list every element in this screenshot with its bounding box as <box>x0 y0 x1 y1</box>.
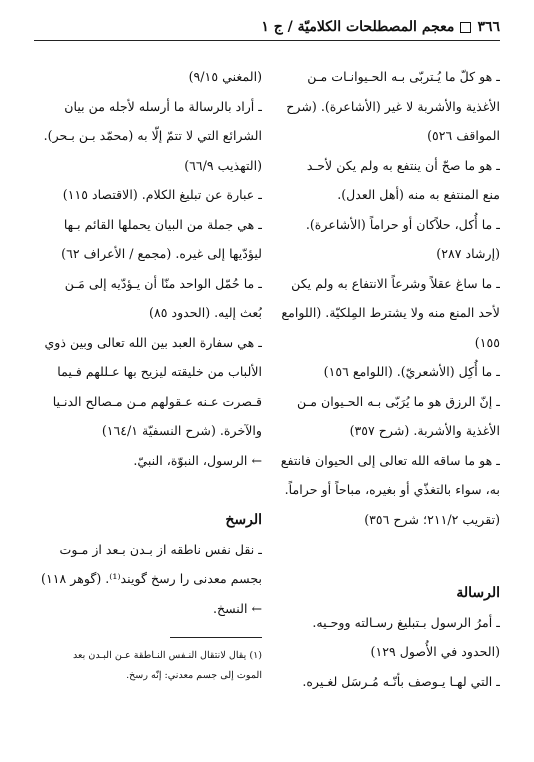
spacer <box>272 564 500 578</box>
footnote <box>34 646 262 686</box>
text-line: الأغذية والأشربة لا غير (الأشاعرة). (شرح <box>286 98 500 114</box>
text-line: والآخرة. (شرح النسفيّة ١٦٤/١) <box>101 423 262 438</box>
text-line: ـ ما أُكل، حلاًكان أو حراماً (الأشاعرة). <box>305 216 500 232</box>
text-line: ـ ما حُمّل الواحد منّا أن يـؤدّيه إلى مَـن <box>64 275 262 291</box>
left-column <box>34 62 262 686</box>
text-line: به، سواء بالتغذّي أو بغيره، مباحاً أو حراماً. <box>284 482 500 497</box>
text-line: الشرائع التي لا تتمّ إلّا به (محمّد بـن بـحر). <box>43 128 262 143</box>
text-line: (التهذيب ٦٦/٩) <box>184 157 262 173</box>
text-line: ـ التي لهـا يـوصف بأنّـه مُـرسَل لغـيره. <box>302 673 500 689</box>
text-line: ليؤدّيها إلى غيره. (مجمع / الأعراف ٦٢) <box>61 246 262 261</box>
text-line: الأغذية والأشربة. (شرح ٣٥٧) <box>349 423 500 438</box>
text-line: ـ هي سفارة العبد بين الله تعالى وبين ذوي <box>44 334 262 350</box>
text-line: منع المنتفع به منه (أهل العدل). <box>337 187 500 202</box>
footnote-divider <box>170 637 262 638</box>
text-line: لأحد المنع منه ولا يشترط المِلكيّة. (اللوامع <box>281 305 500 320</box>
text-line: ١٥٥) <box>474 334 500 350</box>
text-line: (المغني ٩/١٥) <box>188 69 262 84</box>
cross-reference: ← الرسول، النبوّة، النبيّ. <box>133 452 262 468</box>
page-number: ٣٦٦ <box>477 19 500 35</box>
text-line: ـ أمرُ الرسول بـتبليغ رسـالته ووحـيه. <box>312 614 500 630</box>
text-line: ـ هو ما صحّ أن ينتفع به ولم يكن لأحـد <box>306 157 500 173</box>
text-line: ـ عبارة عن تبليغ الكلام. (الاقتصاد ١١٥) <box>62 187 262 202</box>
running-header <box>34 14 500 41</box>
text-line: الألباب من خليقته ليزيح بها عـللهم فـيما <box>57 364 262 379</box>
text-line: المواقف ٥٢٦) <box>427 128 500 143</box>
entry-title-rasakh: الرسخ <box>225 511 262 528</box>
spacer <box>34 475 262 505</box>
right-column <box>272 62 500 696</box>
footnote-line: (١) يقال لانتقال النـفس النـاطقة عـن البـدن بعد <box>73 650 262 661</box>
entry-title-risala: الرسالة <box>456 584 500 601</box>
text-line: ـ إنّ الرزق هو ما يُرَبّى بـه الحـيوان مـن <box>297 393 500 409</box>
cross-reference: ← النسخ. <box>212 600 262 616</box>
text-line: بجسم معدنى را رسخ گويند⁽¹⁾. (گوهر ١١٨) <box>41 571 262 586</box>
text-line: قـصرت عـنه عـقولهم مـن مـصالح الدنـيا <box>52 393 262 409</box>
text-line: ـ هو ما ساقه الله تعالى إلى الحيوان فانتفع <box>280 452 500 468</box>
text-line: ـ هو كلّ ما يُـتربّى بـه الحـيوانـات مـن <box>307 69 500 84</box>
text-line: ـ ما أُكِل (الأشعريّ). (اللوامع ١٥٦) <box>323 364 500 379</box>
footnote-line: الموت إلى جسم معدني: إنّه رسخ. <box>126 670 262 681</box>
text-line: ـ أراد بالرسالة ما أرسله لأجله من بيان <box>64 98 262 114</box>
spacer <box>272 534 500 564</box>
text-line: ـ نقل نفس ناطقه از بـدن بـعد از مـوت <box>59 541 262 557</box>
text-line: (الحدود في الأُصول ١٢٩) <box>370 644 500 659</box>
header-title: معجم المصطلحات الكلاميّة / ج ١ <box>261 19 455 35</box>
text-line: ـ هي جملة من البيان يحملها القائم بـها <box>63 216 262 232</box>
header-square-icon <box>460 22 471 33</box>
text-line: (تقريب ٢١١/٢؛ شرح ٣٥٦) <box>364 511 500 527</box>
text-line: (إرشاد ٢٨٧) <box>436 246 500 261</box>
text-line: ـ ما ساغ عقلاً وشرعاً الانتفاع به ولم يكن <box>291 275 500 291</box>
text-line: بُعث إليه. (الحدود ٨٥) <box>149 305 262 320</box>
